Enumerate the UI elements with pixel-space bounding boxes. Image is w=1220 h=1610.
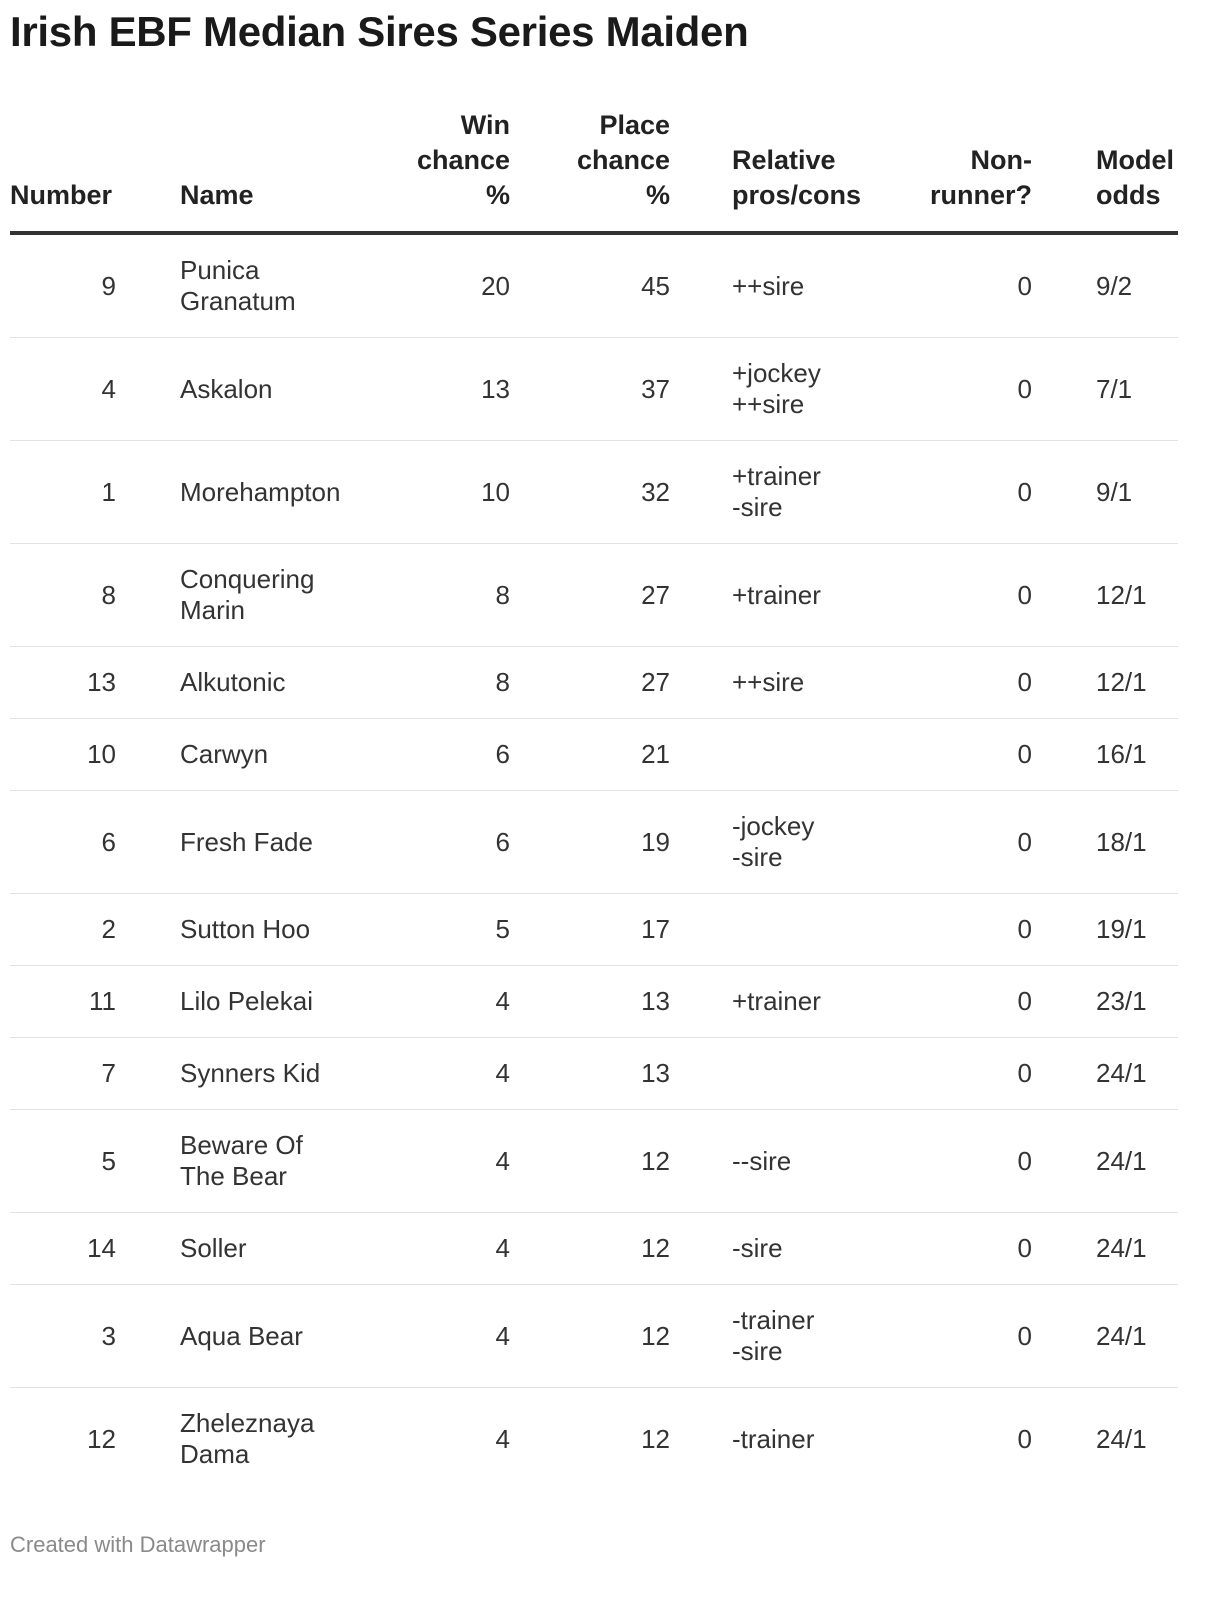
cell-number: 1: [10, 441, 116, 544]
cell-win-chance: 10: [370, 441, 510, 544]
column-header-non-runner[interactable]: Non- runner?: [892, 108, 1032, 233]
cell-pros-cons: [732, 719, 892, 791]
cell-model-odds: 24/1: [1096, 1213, 1178, 1285]
cell-place-chance: 45: [510, 233, 670, 338]
cell-pros-cons: +jockey ++sire: [732, 338, 892, 441]
cell-name: Beware Of The Bear: [180, 1110, 370, 1213]
cell-number: 3: [10, 1285, 116, 1388]
cell-number: 5: [10, 1110, 116, 1213]
cell-non-runner: 0: [892, 791, 1032, 894]
cell-number: 2: [10, 894, 116, 966]
cell-name: Sutton Hoo: [180, 894, 370, 966]
cell-non-runner: 0: [892, 647, 1032, 719]
cell-number: 7: [10, 1038, 116, 1110]
cell-win-chance: 5: [370, 894, 510, 966]
cell-model-odds: 24/1: [1096, 1285, 1178, 1388]
cell-win-chance: 4: [495, 1423, 510, 1454]
cell-model-odds: 24/1: [1096, 1423, 1147, 1454]
race-table: [10, 108, 1178, 1490]
cell-name: Aqua Bear: [180, 1285, 370, 1388]
cell-pros-cons: [732, 1038, 892, 1110]
cell-non-runner: 0: [892, 894, 1032, 966]
cell-number: 8: [10, 544, 116, 647]
cell-win-chance: 4: [370, 1285, 510, 1388]
cell-number: 12: [87, 1423, 116, 1454]
cell-pros-cons: +trainer: [732, 966, 892, 1038]
table-row: [10, 1388, 1178, 1491]
cell-win-chance: 4: [370, 1110, 510, 1213]
cell-place-chance: 13: [510, 1038, 670, 1110]
cell-win-chance: 13: [370, 338, 510, 441]
cell-place-chance: 19: [510, 791, 670, 894]
cell-pros-cons: ++sire: [732, 233, 892, 338]
cell-non-runner: 0: [892, 233, 1032, 338]
table-row: [10, 1213, 1178, 1285]
cell-non-runner: 0: [892, 1213, 1032, 1285]
cell-name: Punica Granatum: [180, 233, 370, 338]
cell-place-chance: 12: [510, 1213, 670, 1285]
cell-name: Conquering Marin: [180, 544, 370, 647]
column-header-win-chance[interactable]: Win chance %: [370, 108, 510, 233]
table-row: [10, 1038, 1178, 1110]
cell-name: Morehampton: [180, 441, 370, 544]
cell-non-runner: 0: [892, 441, 1032, 544]
cell-win-chance: 6: [370, 791, 510, 894]
column-header-model-odds[interactable]: Model odds: [1096, 108, 1178, 233]
cell-number: 9: [10, 233, 116, 338]
table-row: [10, 544, 1178, 647]
cell-pros-cons: -trainer: [732, 1423, 815, 1454]
cell-pros-cons: +trainer: [732, 544, 892, 647]
cell-model-odds: 9/1: [1096, 441, 1178, 544]
table-row: [10, 647, 1178, 719]
column-header-name[interactable]: Name: [180, 108, 370, 233]
cell-place-chance: 13: [510, 966, 670, 1038]
table-row: [10, 233, 1178, 338]
cell-place-chance: 37: [510, 338, 670, 441]
cell-win-chance: 4: [370, 1213, 510, 1285]
cell-win-chance: 4: [370, 1038, 510, 1110]
cell-model-odds: 12/1: [1096, 544, 1178, 647]
cell-pros-cons: ++sire: [732, 647, 892, 719]
cell-model-odds: 19/1: [1096, 894, 1178, 966]
cell-pros-cons: -trainer -sire: [732, 1285, 892, 1388]
column-header-place-chance[interactable]: Place chance %: [510, 108, 670, 233]
header-row: [10, 108, 1178, 233]
cell-place-chance: 17: [510, 894, 670, 966]
cell-place-chance: 32: [510, 441, 670, 544]
cell-model-odds: 7/1: [1096, 338, 1178, 441]
table-row: [10, 1110, 1178, 1213]
cell-number: 4: [10, 338, 116, 441]
cell-place-chance: 21: [510, 719, 670, 791]
cell-pros-cons: [732, 894, 892, 966]
cell-name: Alkutonic: [180, 647, 370, 719]
cell-pros-cons: --sire: [732, 1110, 892, 1213]
table-row: [10, 338, 1178, 441]
cell-win-chance: 4: [370, 966, 510, 1038]
cell-non-runner: 0: [892, 1110, 1032, 1213]
cell-model-odds: 23/1: [1096, 966, 1178, 1038]
cell-non-runner: 0: [892, 1038, 1032, 1110]
cell-name: Zheleznaya Dama: [180, 1408, 315, 1469]
cell-place-chance: 12: [510, 1110, 670, 1213]
cell-model-odds: 9/2: [1096, 233, 1178, 338]
cell-non-runner: 0: [892, 544, 1032, 647]
table-row: [10, 894, 1178, 966]
cell-place-chance: 27: [510, 544, 670, 647]
cell-non-runner: 0: [892, 338, 1032, 441]
table-row: [10, 966, 1178, 1038]
cell-name: Fresh Fade: [180, 791, 370, 894]
table-body: [10, 233, 1178, 1490]
cell-name: Lilo Pelekai: [180, 966, 370, 1038]
cell-place-chance: 12: [510, 1285, 670, 1388]
cell-place-chance: 27: [510, 647, 670, 719]
table-row: [10, 719, 1178, 791]
cell-model-odds: 12/1: [1096, 647, 1178, 719]
cell-win-chance: 20: [370, 233, 510, 338]
cell-win-chance: 8: [370, 647, 510, 719]
cell-model-odds: 24/1: [1096, 1110, 1178, 1213]
cell-number: 11: [10, 966, 116, 1038]
table-row: [10, 1285, 1178, 1388]
cell-name: Askalon: [180, 338, 370, 441]
cell-number: 10: [10, 719, 116, 791]
cell-win-chance: 6: [370, 719, 510, 791]
cell-name: Carwyn: [180, 719, 370, 791]
cell-number: 14: [10, 1213, 116, 1285]
cell-place-chance: 12: [641, 1423, 670, 1454]
cell-model-odds: 24/1: [1096, 1038, 1178, 1110]
cell-non-runner: 0: [892, 966, 1032, 1038]
cell-pros-cons: -jockey -sire: [732, 791, 892, 894]
cell-pros-cons: +trainer -sire: [732, 441, 892, 544]
column-header-number[interactable]: Number: [10, 108, 116, 233]
cell-number: 13: [10, 647, 116, 719]
cell-pros-cons: -sire: [732, 1213, 892, 1285]
table-row: [10, 791, 1178, 894]
cell-win-chance: 8: [370, 544, 510, 647]
page-title: Irish EBF Median Sires Series Maiden: [10, 8, 749, 55]
table-row: [10, 441, 1178, 544]
cell-non-runner: 0: [892, 1285, 1032, 1388]
cell-model-odds: 18/1: [1096, 791, 1178, 894]
cell-non-runner: 0: [1017, 1423, 1032, 1454]
cell-name: Soller: [180, 1213, 370, 1285]
cell-model-odds: 16/1: [1096, 719, 1178, 791]
cell-number: 6: [10, 791, 116, 894]
cell-name: Synners Kid: [180, 1038, 370, 1110]
cell-non-runner: 0: [892, 719, 1032, 791]
footer-credit: Created with Datawrapper: [10, 1532, 266, 1557]
column-header-pros-cons[interactable]: Relative pros/cons: [732, 108, 892, 233]
